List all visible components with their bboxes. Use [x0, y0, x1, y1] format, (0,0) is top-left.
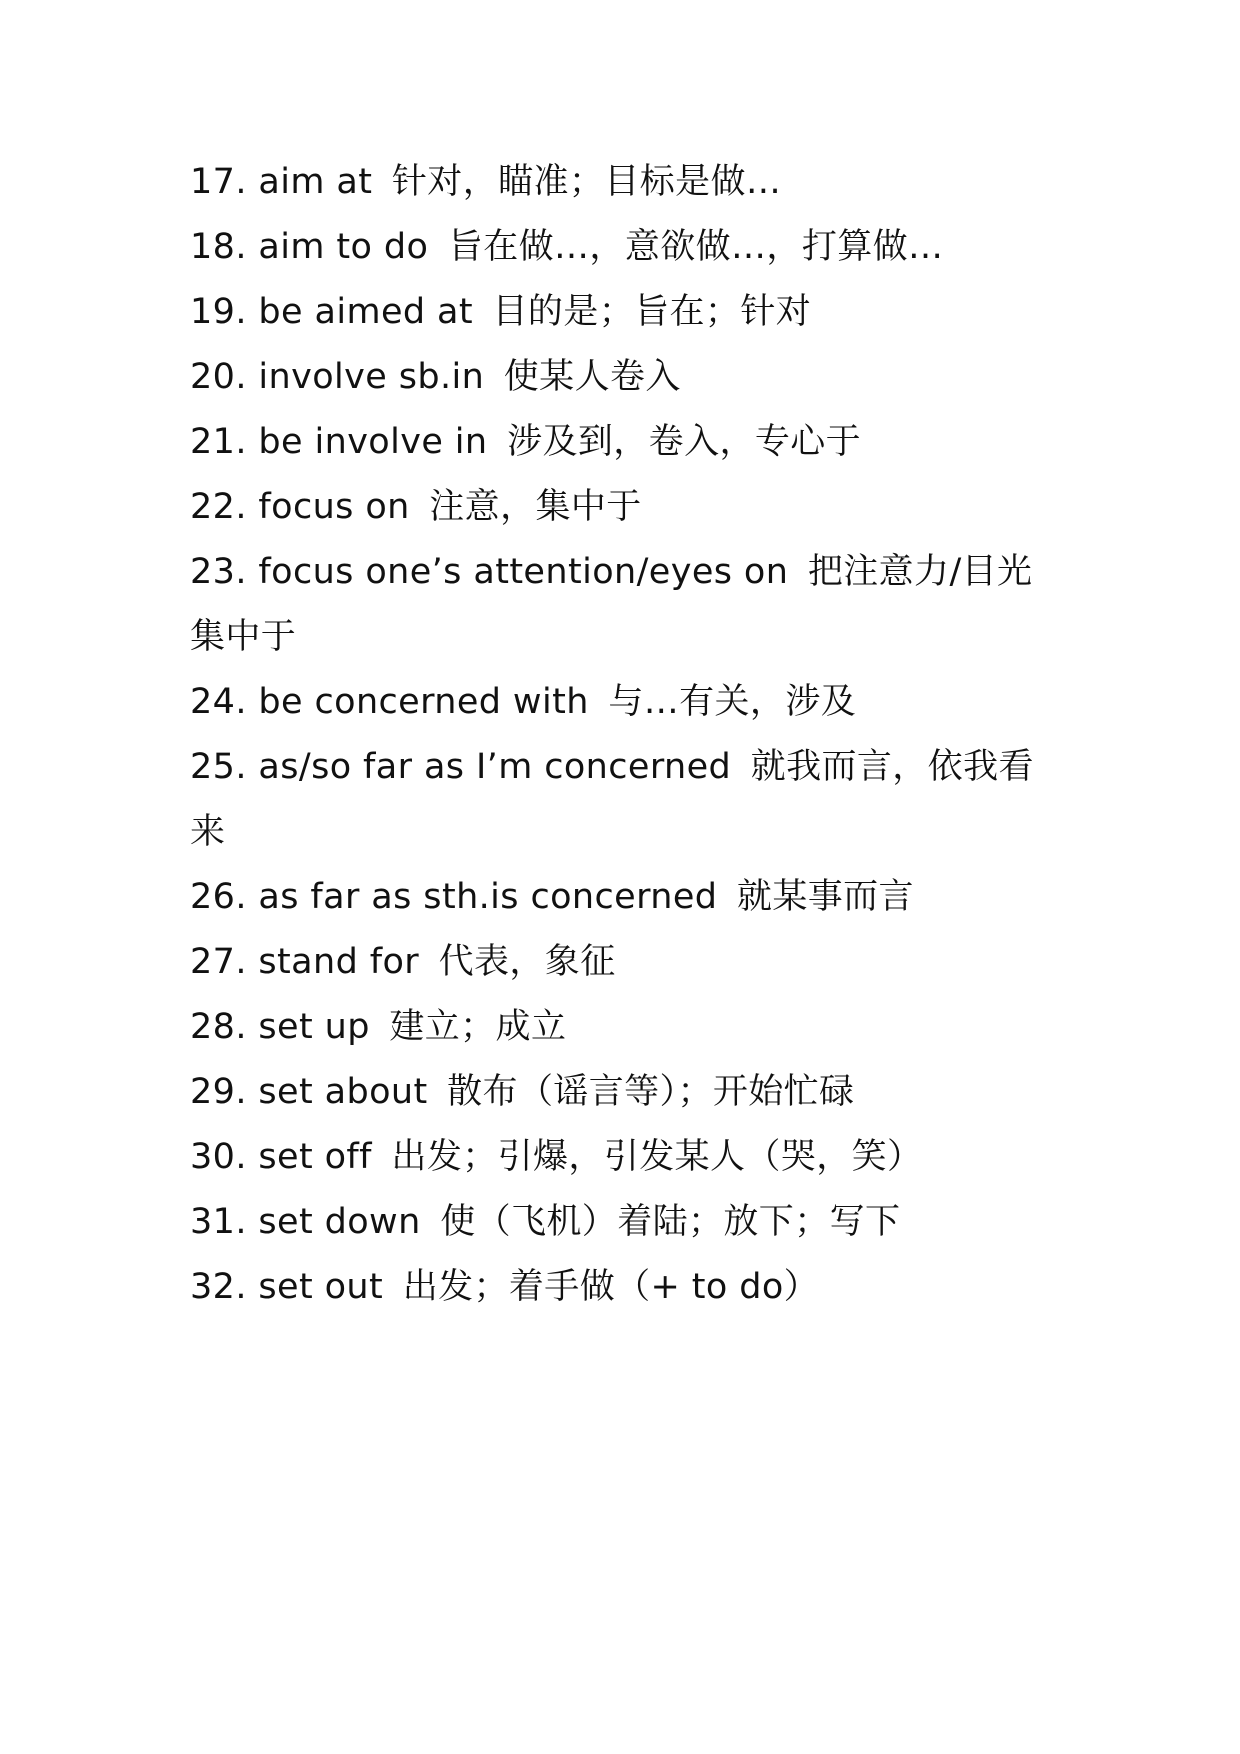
item-number: 23. — [190, 552, 247, 592]
phrase-list — [190, 150, 1060, 1320]
item-phrase: focus on — [258, 487, 410, 527]
item-meaning: 与…有关，涉及 — [608, 682, 857, 722]
list-item — [190, 280, 1060, 345]
item-meaning: 建立；成立 — [389, 1007, 567, 1047]
item-number: 17. — [190, 162, 247, 202]
item-number: 29. — [190, 1072, 247, 1112]
list-item — [190, 150, 1060, 215]
list-item — [190, 865, 1060, 930]
item-number: 20. — [190, 357, 247, 397]
item-phrase: be involve in — [258, 422, 488, 462]
item-phrase: as far as sth.is concerned — [258, 877, 718, 917]
item-number: 30. — [190, 1137, 247, 1177]
list-item — [190, 475, 1060, 540]
item-number: 21. — [190, 422, 247, 462]
item-meaning: 涉及到，卷入，专心于 — [507, 422, 862, 462]
item-meaning: 使（飞机）着陆；放下；写下 — [440, 1202, 901, 1242]
item-meaning: 出发；引爆，引发某人（哭，笑） — [391, 1137, 923, 1177]
item-meaning: 使某人卷入 — [503, 357, 681, 397]
item-number: 22. — [190, 487, 247, 527]
item-phrase: stand for — [258, 942, 420, 982]
item-number: 28. — [190, 1007, 247, 1047]
item-meaning: 注意，集中于 — [429, 487, 642, 527]
item-phrase: involve sb.in — [258, 357, 485, 397]
item-phrase: set off — [258, 1137, 372, 1177]
item-number: 18. — [190, 227, 247, 267]
item-phrase: focus one’s attention/eyes on — [258, 552, 789, 592]
list-item — [190, 215, 1060, 280]
item-phrase: be concerned with — [258, 682, 589, 722]
item-phrase: set out — [258, 1267, 384, 1307]
item-meaning: 代表，象征 — [438, 942, 616, 982]
list-item — [190, 1125, 1060, 1190]
item-phrase: aim to do — [258, 227, 429, 267]
list-item — [190, 670, 1060, 735]
item-number: 27. — [190, 942, 247, 982]
item-phrase: as/so far as I’m concerned — [258, 747, 732, 787]
list-item — [190, 995, 1060, 1060]
list-item — [190, 930, 1060, 995]
item-meaning: 针对，瞄准；目标是做… — [391, 162, 782, 202]
item-phrase: aim at — [258, 162, 373, 202]
item-number: 31. — [190, 1202, 247, 1242]
item-phrase: set up — [258, 1007, 370, 1047]
list-item — [190, 410, 1060, 475]
item-meaning: 就我而言，依我看来 — [190, 747, 1034, 852]
list-item — [190, 540, 1060, 670]
list-item — [190, 345, 1060, 410]
item-meaning: 散布（谣言等）；开始忙碌 — [447, 1072, 855, 1112]
item-phrase: set about — [258, 1072, 428, 1112]
item-number: 32. — [190, 1267, 247, 1307]
list-item — [190, 1060, 1060, 1125]
item-meaning: 把注意力/目光集中于 — [190, 552, 1033, 657]
list-item — [190, 1255, 1060, 1320]
item-meaning: 出发；着手做（+ to do） — [402, 1267, 820, 1307]
item-number: 24. — [190, 682, 247, 722]
item-phrase: set down — [258, 1202, 421, 1242]
item-number: 25. — [190, 747, 247, 787]
item-number: 26. — [190, 877, 247, 917]
item-number: 19. — [190, 292, 247, 332]
item-meaning: 目的是；旨在；针对 — [492, 292, 812, 332]
list-item — [190, 735, 1060, 865]
list-item — [190, 1190, 1060, 1255]
item-meaning: 旨在做…，意欲做…，打算做… — [447, 227, 944, 267]
item-meaning: 就某事而言 — [736, 877, 914, 917]
item-phrase: be aimed at — [258, 292, 473, 332]
